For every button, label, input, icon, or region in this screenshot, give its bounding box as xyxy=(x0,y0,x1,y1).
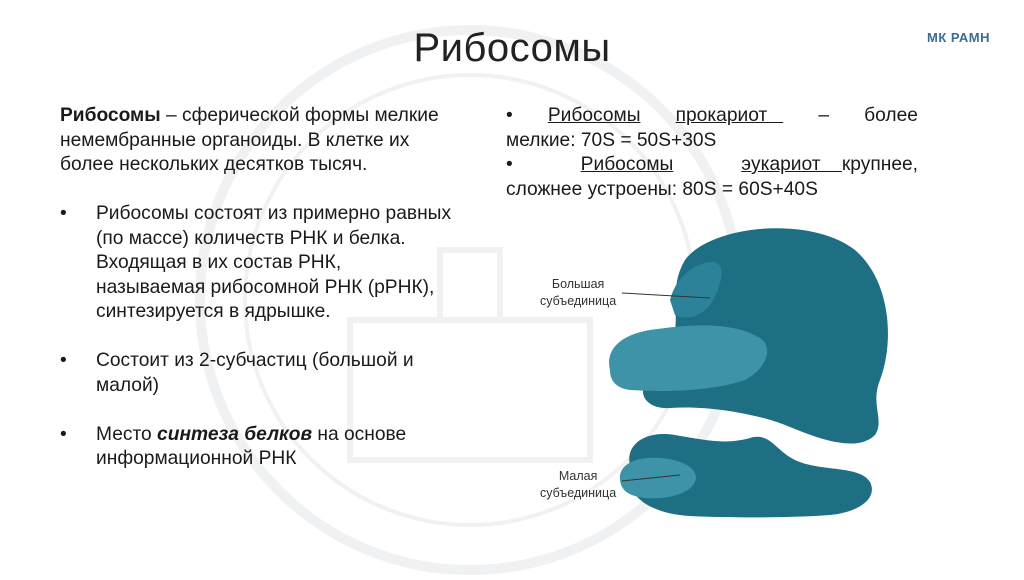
page-title: Рибосомы xyxy=(413,26,611,70)
large-label-line1: Большая xyxy=(551,277,605,291)
eukaryote-term: Рибосомы xyxy=(580,154,674,175)
function-emphasis: синтеза белков xyxy=(157,423,313,445)
intro-term: Рибосомы xyxy=(60,105,161,126)
bullet-function-text xyxy=(96,423,452,472)
bullet-subunits-text: Состоит из 2-субчастиц (большой и малой) xyxy=(96,350,414,396)
bullet-composition xyxy=(60,202,452,325)
left-column xyxy=(60,104,452,496)
small-subunit-label xyxy=(540,468,616,502)
eukaryote-group xyxy=(741,153,918,178)
prokaryote-dash: – xyxy=(818,105,830,126)
bullet-composition-text: Рибосомы состоят из примерно равных (по массе) количеств РНК и белка. Входящая в их состав РНК, называемая рибосомной РНК (рРНК), синтезируется в ядрышке. xyxy=(96,203,452,322)
eukaryote-detail: сложнее устроены: 80S = 60S+40S xyxy=(506,178,818,200)
intro-text: – сферической формы мелкие немембранные органоиды. В клетке их более нескольких десятков тысяч. xyxy=(60,105,439,175)
large-label-line2: субъединица xyxy=(540,294,617,308)
bullet-function xyxy=(60,423,452,472)
prokaryote-term: Рибосомы xyxy=(547,105,641,126)
small-label-line2: субъединица xyxy=(540,486,617,500)
ribosome-figure xyxy=(510,220,900,530)
brand-label: МК РАМН xyxy=(926,30,990,45)
large-subunit-label xyxy=(540,276,616,310)
bullet-dot: • xyxy=(60,423,67,445)
prokaryote-detail: мелкие: 70S = 50S+30S xyxy=(506,129,717,151)
bullet-dot: • xyxy=(506,105,513,126)
eukaryote-word: эукариот xyxy=(741,154,842,175)
function-post: на основе информационной РНК xyxy=(96,423,407,469)
bullet-dot: • xyxy=(60,350,67,371)
function-pre: Место xyxy=(96,423,158,445)
eukaryote-line xyxy=(506,153,918,178)
bullet-dot: • xyxy=(506,154,513,175)
intro-paragraph xyxy=(60,104,452,178)
prokaryote-more: более xyxy=(864,105,918,126)
bullet-subunits xyxy=(60,349,452,398)
right-column xyxy=(506,104,918,202)
prokaryote-line xyxy=(506,104,918,129)
prokaryote-word: прокариот xyxy=(675,105,784,126)
eukaryote-larger: крупнее, xyxy=(841,154,918,175)
small-label-line1: Малая xyxy=(558,469,598,483)
bullet-dot: • xyxy=(60,203,67,224)
